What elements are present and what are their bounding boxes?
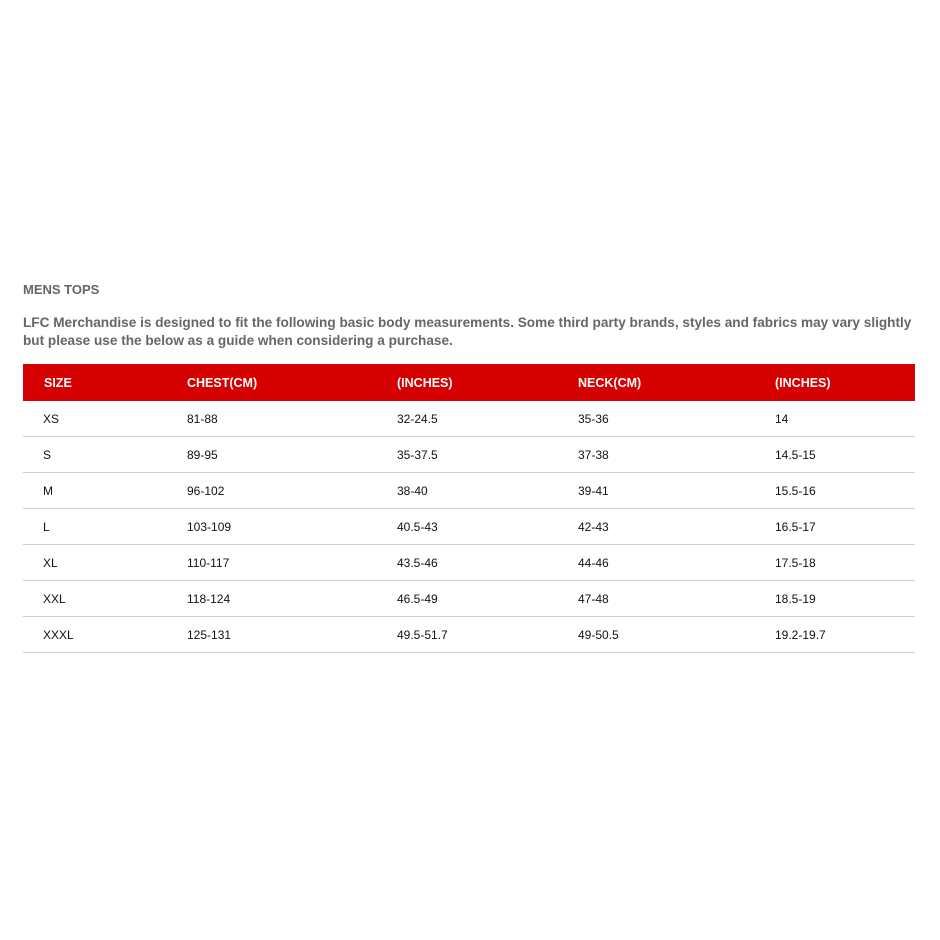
header-size: SIZE [44, 375, 72, 390]
cell-neck-inches: 14.5-15 [775, 437, 915, 473]
cell-size: S [23, 437, 187, 473]
cell-chest-cm: 81-88 [187, 401, 397, 437]
cell-chest-inches: 46.5-49 [397, 581, 578, 617]
header-chest-inches: (INCHES) [397, 375, 453, 390]
cell-size: M [23, 473, 187, 509]
cell-chest-cm: 96-102 [187, 473, 397, 509]
section-title: MENS TOPS [23, 282, 100, 297]
cell-chest-inches: 40.5-43 [397, 509, 578, 545]
cell-neck-cm: 39-41 [578, 473, 775, 509]
cell-chest-cm: 125-131 [187, 617, 397, 653]
cell-neck-cm: 42-43 [578, 509, 775, 545]
table-row [23, 617, 915, 653]
header-neck-cm: NECK(CM) [578, 375, 642, 390]
cell-neck-cm: 44-46 [578, 545, 775, 581]
cell-size: L [23, 509, 187, 545]
cell-chest-inches: 43.5-46 [397, 545, 578, 581]
cell-neck-inches: 14 [775, 401, 915, 437]
cell-neck-inches: 17.5-18 [775, 545, 915, 581]
table-row [23, 545, 915, 581]
cell-neck-cm: 47-48 [578, 581, 775, 617]
table-header-row [23, 364, 915, 401]
header-chest-cm: CHEST(CM) [187, 375, 258, 390]
table-row [23, 581, 915, 617]
table-row [23, 401, 915, 437]
table-row [23, 437, 915, 473]
cell-chest-cm: 110-117 [187, 545, 397, 581]
cell-neck-inches: 16.5-17 [775, 509, 915, 545]
cell-size: XL [23, 545, 187, 581]
cell-neck-inches: 15.5-16 [775, 473, 915, 509]
table-row [23, 509, 915, 545]
cell-chest-cm: 118-124 [187, 581, 397, 617]
cell-size: XXXL [23, 617, 187, 653]
cell-chest-cm: 103-109 [187, 509, 397, 545]
cell-neck-cm: 37-38 [578, 437, 775, 473]
cell-size: XXL [23, 581, 187, 617]
cell-chest-inches: 38-40 [397, 473, 578, 509]
header-neck-inches: (INCHES) [775, 375, 831, 390]
table-row [23, 473, 915, 509]
cell-size: XS [23, 401, 187, 437]
intro-text: LFC Merchandise is designed to fit the following basic body measurements. Some third party brands, styles and fabrics may vary slightly but please use the below as a guide when considering a purchase. [23, 315, 912, 348]
cell-chest-cm: 89-95 [187, 437, 397, 473]
cell-neck-inches: 19.2-19.7 [775, 617, 915, 653]
cell-neck-inches: 18.5-19 [775, 581, 915, 617]
cell-neck-cm: 35-36 [578, 401, 775, 437]
cell-chest-inches: 35-37.5 [397, 437, 578, 473]
cell-chest-inches: 49.5-51.7 [397, 617, 578, 653]
cell-chest-inches: 32-24.5 [397, 401, 578, 437]
size-table [23, 364, 915, 653]
size-guide [23, 282, 915, 653]
cell-neck-cm: 49-50.5 [578, 617, 775, 653]
